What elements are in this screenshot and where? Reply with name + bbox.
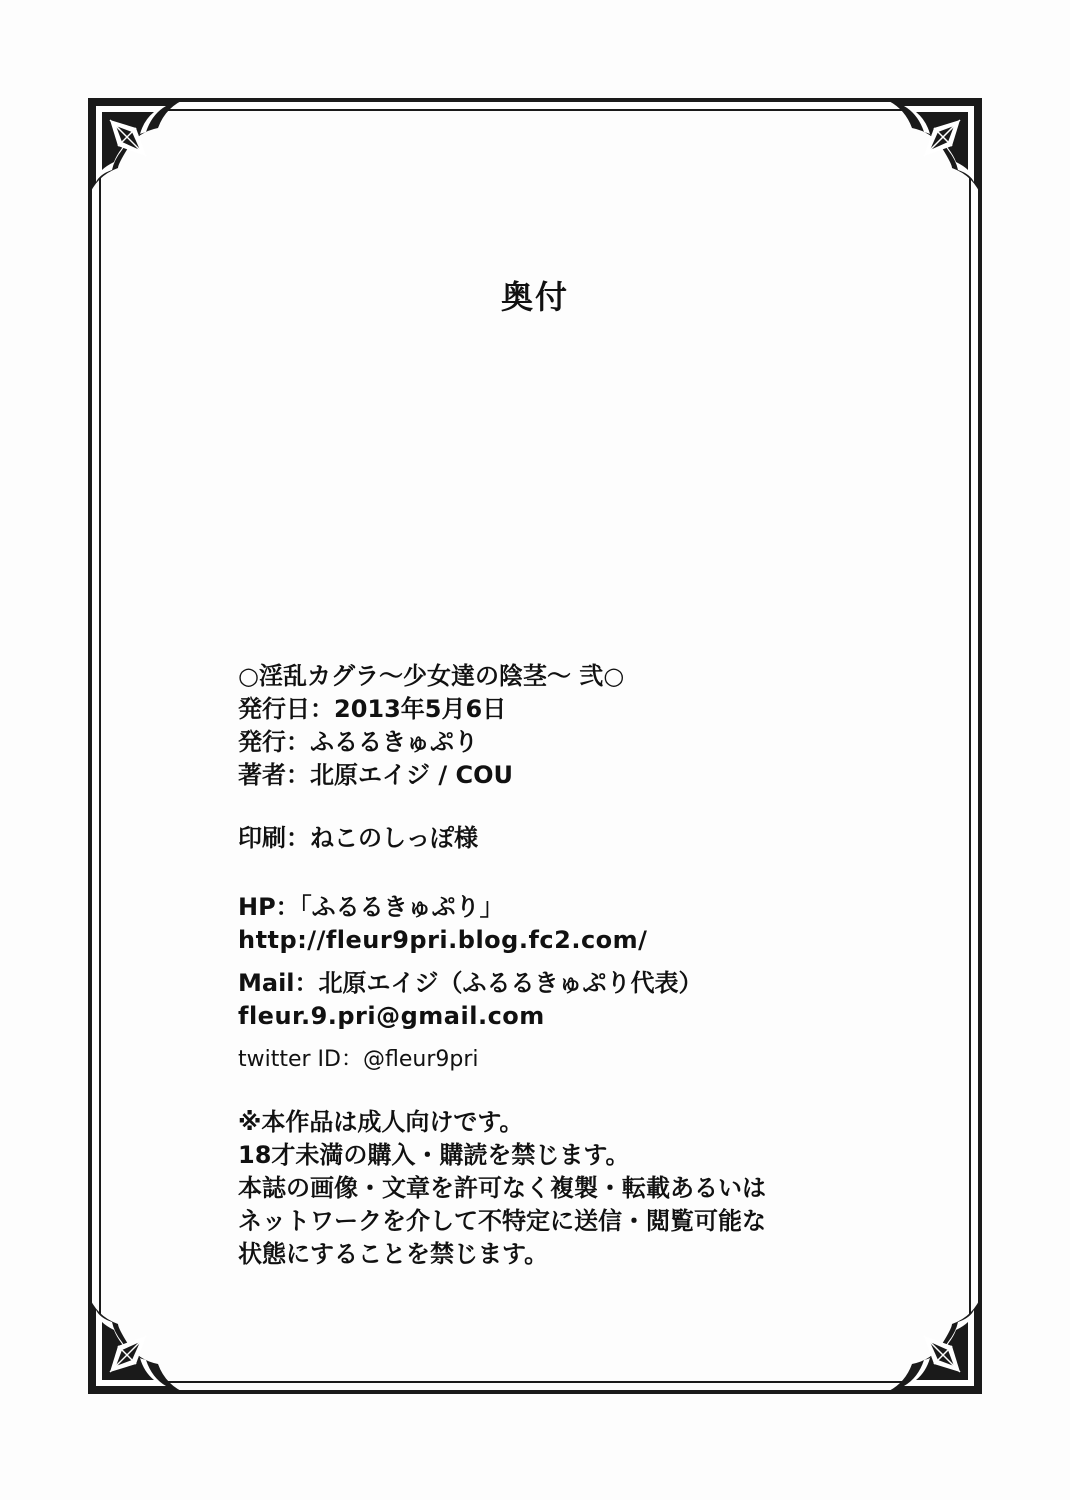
spacer [238,1076,858,1106]
mail-label: Mail：北原エイジ（ふるるきゅぷり代表） [238,969,703,997]
spacer [238,957,858,967]
corner-ornament-icon [88,98,188,198]
page-title: 奥付 [500,278,569,316]
notice-line: 状態にすることを禁じます。 [238,1240,549,1268]
colophon-block [238,660,858,1271]
publisher: 発行：ふるるきゅぷり [238,728,478,756]
corner-ornament-icon [882,1294,982,1394]
notice-line: 18才未満の購入・購読を禁じます。 [238,1141,630,1169]
homepage-label: HP：「ふるるきゅぷり」 [238,893,504,921]
mail-address[interactable]: fleur.9.pri@gmail.com [238,1002,545,1030]
authors: 著者：北原エイジ / COU [238,761,513,789]
spacer [238,1033,858,1043]
work-title: ○淫乱カグラ～少女達の陰茎～ 弐○ [238,662,625,690]
printer: 印刷：ねこのしっぽ様 [238,824,478,852]
release-date: 発行日：2013年5月6日 [238,695,507,723]
notice-line: ネットワークを介して不特定に送信・閲覧可能な [238,1207,766,1235]
spacer [238,855,858,891]
notice-line: 本誌の画像・文章を許可なく複製・転載あるいは [238,1174,766,1202]
homepage-url[interactable]: http://fleur9pri.blog.fc2.com/ [238,926,648,954]
twitter-id: twitter ID：@fleur9pri [238,1047,479,1072]
spacer [238,792,858,822]
corner-ornament-icon [88,1294,188,1394]
corner-ornament-icon [882,98,982,198]
notice-line: ※本作品は成人向けです。 [238,1108,524,1136]
